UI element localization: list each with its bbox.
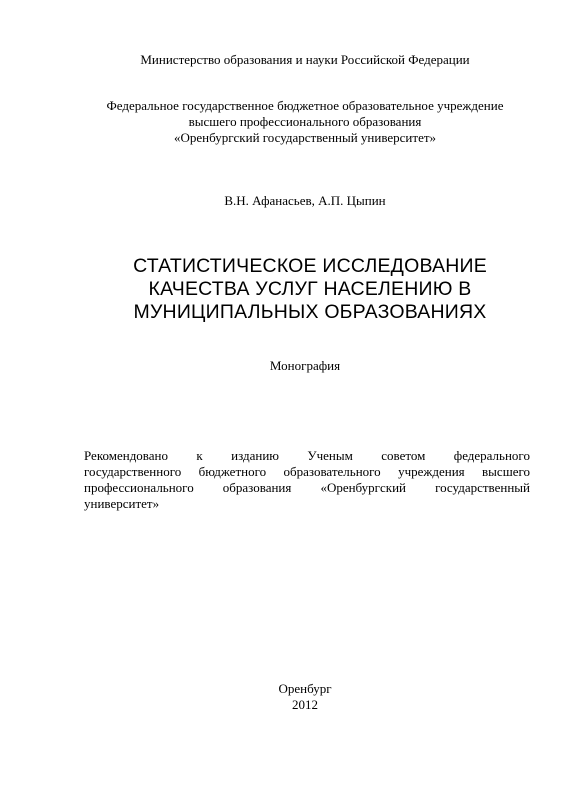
institution-name [20, 98, 570, 146]
institution-line: «Оренбургский государственный университет» [173, 130, 437, 145]
word: учреждения [398, 464, 465, 479]
title-line: КАЧЕСТВА УСЛУГ НАСЕЛЕНИЮ В [148, 278, 472, 300]
word: федерального [453, 448, 530, 463]
authors: В.Н. Афанасьев, А.П. Цыпин [224, 193, 386, 208]
institution-line: Федеральное государственное бюджетное образовательное учреждение [106, 98, 504, 113]
word: государственный [435, 480, 530, 495]
word: образования [222, 480, 292, 495]
ministry-name: Министерство образования и науки Российской Федерации [140, 52, 470, 67]
book-title [50, 255, 570, 324]
title-line: МУНИЦИПАЛЬНЫХ ОБРАЗОВАНИЯХ [133, 301, 487, 323]
recommendation-line [84, 480, 530, 496]
recommendation-line [84, 464, 530, 480]
word: государственного [84, 464, 182, 479]
institution-line: высшего профессионального образования [188, 114, 422, 129]
recommendation-paragraph [84, 448, 530, 512]
publication-year: 2012 [292, 697, 318, 712]
word: изданию [231, 448, 280, 463]
word: университет» [84, 496, 160, 511]
word: Рекомендовано [84, 448, 168, 463]
recommendation-line [84, 496, 530, 512]
genre-label: Монография [269, 358, 341, 373]
word: Ученым [307, 448, 353, 463]
word: советом [381, 448, 426, 463]
word: «Оренбургский [320, 480, 407, 495]
title-line: СТАТИСТИЧЕСКОЕ ИССЛЕДОВАНИЕ [133, 255, 487, 277]
recommendation-line [84, 448, 530, 464]
word: образовательного [283, 464, 381, 479]
word: к [196, 448, 203, 463]
publication-city: Оренбург [278, 681, 332, 696]
word: бюджетного [198, 464, 267, 479]
word: профессионального [84, 480, 194, 495]
word: высшего [482, 464, 530, 479]
